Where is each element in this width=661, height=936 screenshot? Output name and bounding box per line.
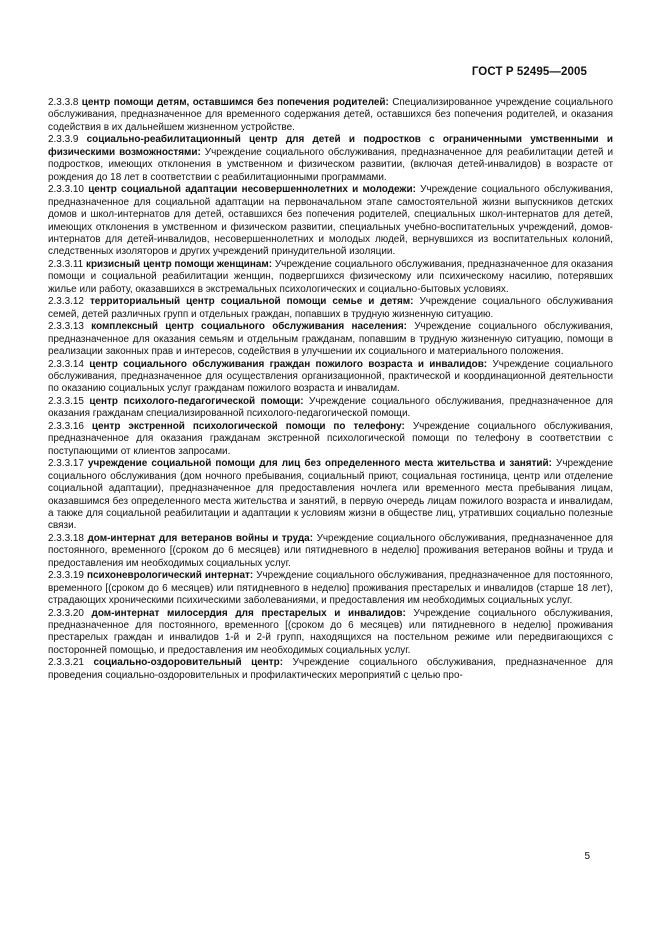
- entry-number: 2.3.3.20: [48, 607, 84, 619]
- entry-definition: Учреждение социального обслуживания, предназначенное для оказания помощи и социальной реабилитации женщин, подвергшихся физическому или психическому насилию, потерявших жилье или работу, оказавшихся в экстремальных психологических и социально-бытовых условиях.: [48, 258, 613, 295]
- entry-term: психоневрологический интернат:: [86, 570, 254, 582]
- entry-definition: Учреждение социального обслуживания, предназначенное для оказания семьям и отдельным гражданам, попавшим в трудную жизненную ситуацию, помощи в реализации законных прав и интересов, содействия в улучшении их социального и материального положения.: [48, 321, 614, 358]
- definition-entry: [48, 184, 613, 259]
- entry-definition: Учреждение социального обслуживания, предназначенное для осуществления организационной, практической и координационной деятельности по оказанию социальных услуг гражданам пожилого возраста и инвалидам.: [48, 358, 613, 395]
- definition-entry: [48, 458, 613, 533]
- entry-term: дом-интернат милосердия для престарелых и инвалидов:: [91, 607, 406, 619]
- definition-entry: [48, 421, 613, 458]
- entry-definition: Учреждение социального обслуживания, предназначенное для оказания гражданам специализированной психолого-педагогической помощи.: [48, 395, 614, 420]
- entry-term: центр экстренной психологической помощи по телефону:: [91, 420, 405, 432]
- definition-entry: [48, 657, 613, 682]
- definition-entry: [48, 608, 613, 658]
- definition-entry: [48, 259, 613, 296]
- entry-definition: Учреждение социального обслуживания, предназначенное для постоянного, временного [(сроком до 6 месяцев) или пятидневного в неделю] проживания ветеранов войны и труда и предоставления им необходимых социальных услуг.: [48, 532, 614, 569]
- entry-definition: Учреждение социального обслуживания, предназначенное для проведения социально-оздоровительных и профилактических мероприятий с целью про-: [48, 657, 613, 681]
- entry-term: центр психолого-педагогической помощи:: [89, 395, 304, 407]
- entry-number: 2.3.3.14: [48, 358, 84, 370]
- entry-number: 2.3.3.19: [48, 570, 84, 582]
- entry-number: 2.3.3.10: [48, 184, 84, 196]
- entry-definition: Учреждение социального обслуживания, предназначенное для оказания гражданам экстренной психологической помощи по телефону в соответствии с поступающими от клиентов запросами.: [48, 420, 613, 457]
- entry-definition: Учреждение социального обслуживания, предназначенное для социальной адаптации на первоначальном этапе самостоятельной жизни выпускников детских домов и школ-интернатов для детей, оставшихся без попечения родителей, специальных школ-интернатов для детей, имеющих отклонения в умственном и физическом развитии, специальных учебно-воспитательных учреждений, домов-интернатов для детей-инвалидов, несовершеннолетних и молодых людей, вернувшихся из воспитательных колоний, следственных изоляторов и других учреждений принудительной изоляции.: [48, 184, 614, 258]
- entry-definition: Учреждение социального обслуживания (дом ночного пребывания, социальный приют, социальная гостиница, центр или отделение социальной адаптации), предназначенное для предоставления ночлега или временного места пребывания лицам, оказавшимся без определенного места жительства и занятий, в первую очередь лицам пожилого возраста и инвалидам, а также для социальной реабилитации и адаптации к условиям жизни в обществе лиц, утративших социально полезные связи.: [48, 458, 614, 532]
- definition-entry: [48, 97, 613, 134]
- definition-entry: [48, 134, 613, 184]
- entry-definition: Учреждение социального обслуживания семей, детей различных групп и отдельных граждан, попавших в трудную жизненную ситуацию.: [48, 296, 614, 320]
- entry-term: кризисный центр помощи женщинам:: [85, 258, 273, 270]
- entry-term: социально-оздоровительный центр:: [93, 657, 284, 669]
- entry-number: 2.3.3.12: [48, 296, 84, 308]
- entry-term: социально-реабилитационный центр для детей и подростков с ограниченными умственными и физическими возможностями:: [48, 134, 613, 158]
- definition-entry: [48, 321, 613, 358]
- definition-entry: [48, 533, 613, 570]
- definition-entry: [48, 396, 613, 421]
- document-code: ГОСТ Р 52495—2005: [471, 66, 587, 78]
- entry-definition: Учреждение социального обслуживания, предназначенное для реабилитации детей и подростков, имеющих отклонения в умственном и физическом развитии, (включая детей-инвалидов) в возрасте от рождения до 18 лет в соответствии с реабилитационными программами.: [48, 146, 613, 183]
- entry-term: центр социального обслуживания граждан пожилого возраста и инвалидов:: [89, 358, 488, 370]
- entry-number: 2.3.3.17: [48, 458, 84, 470]
- entry-term: центр помощи детям, оставшимся без попечения родителей:: [81, 97, 389, 108]
- entry-term: центр социальной адаптации несовершеннолетних и молодежи:: [88, 184, 416, 196]
- entry-term: территориальный центр социальной помощи семье и детям:: [89, 296, 414, 308]
- entry-number: 2.3.3.15: [48, 395, 84, 407]
- entry-term: комплексный центр социального обслуживания населения:: [91, 321, 407, 333]
- entry-term: дом-интернат для ветеранов войны и труда:: [87, 532, 314, 544]
- entry-number: 2.3.3.13: [48, 321, 84, 333]
- entry-number: 2.3.3.9: [48, 134, 79, 146]
- entry-term: учреждение социальной помощи для лиц без определенного места жительства и занятий:: [88, 458, 552, 470]
- entry-definition: Учреждение социального обслуживания, предназначенное для постоянного, временного [(сроком до 6 месяцев) или пятидневного в неделю] проживания престарелых граждан и инвалидов 1-й и 2-й групп, находящихся на постельном режиме или передвигающихся с посторонней помощью, и предоставления им необходимых социальных услуг.: [48, 607, 614, 656]
- entry-number: 2.3.3.16: [48, 420, 84, 432]
- entry-number: 2.3.3.21: [48, 657, 84, 669]
- definition-entry: [48, 296, 613, 321]
- definition-entry: [48, 359, 613, 396]
- entry-definition: Учреждение социального обслуживания, предназначенное для постоянного, временного [(сроком до 6 месяцев) или пятидневного в неделю] проживания престарелых и инвалидов (старше 18 лет), страдающих хроническими психическими заболеваниями, и предоставления им необходимых социальных услуг.: [48, 570, 613, 607]
- entry-definition: Специализированное учреждение социального обслуживания, предназначенное для временного содержания детей, оставшихся без попечения родителей, и оказания содействия в их дальнейшем жизненном устройстве.: [48, 97, 614, 133]
- entry-number: 2.3.3.11: [48, 258, 84, 270]
- page-number: 5: [584, 851, 590, 862]
- definitions-list: [48, 97, 613, 682]
- entry-number: 2.3.3.8: [48, 97, 79, 108]
- definition-entry: [48, 570, 613, 607]
- entry-number: 2.3.3.18: [48, 532, 84, 544]
